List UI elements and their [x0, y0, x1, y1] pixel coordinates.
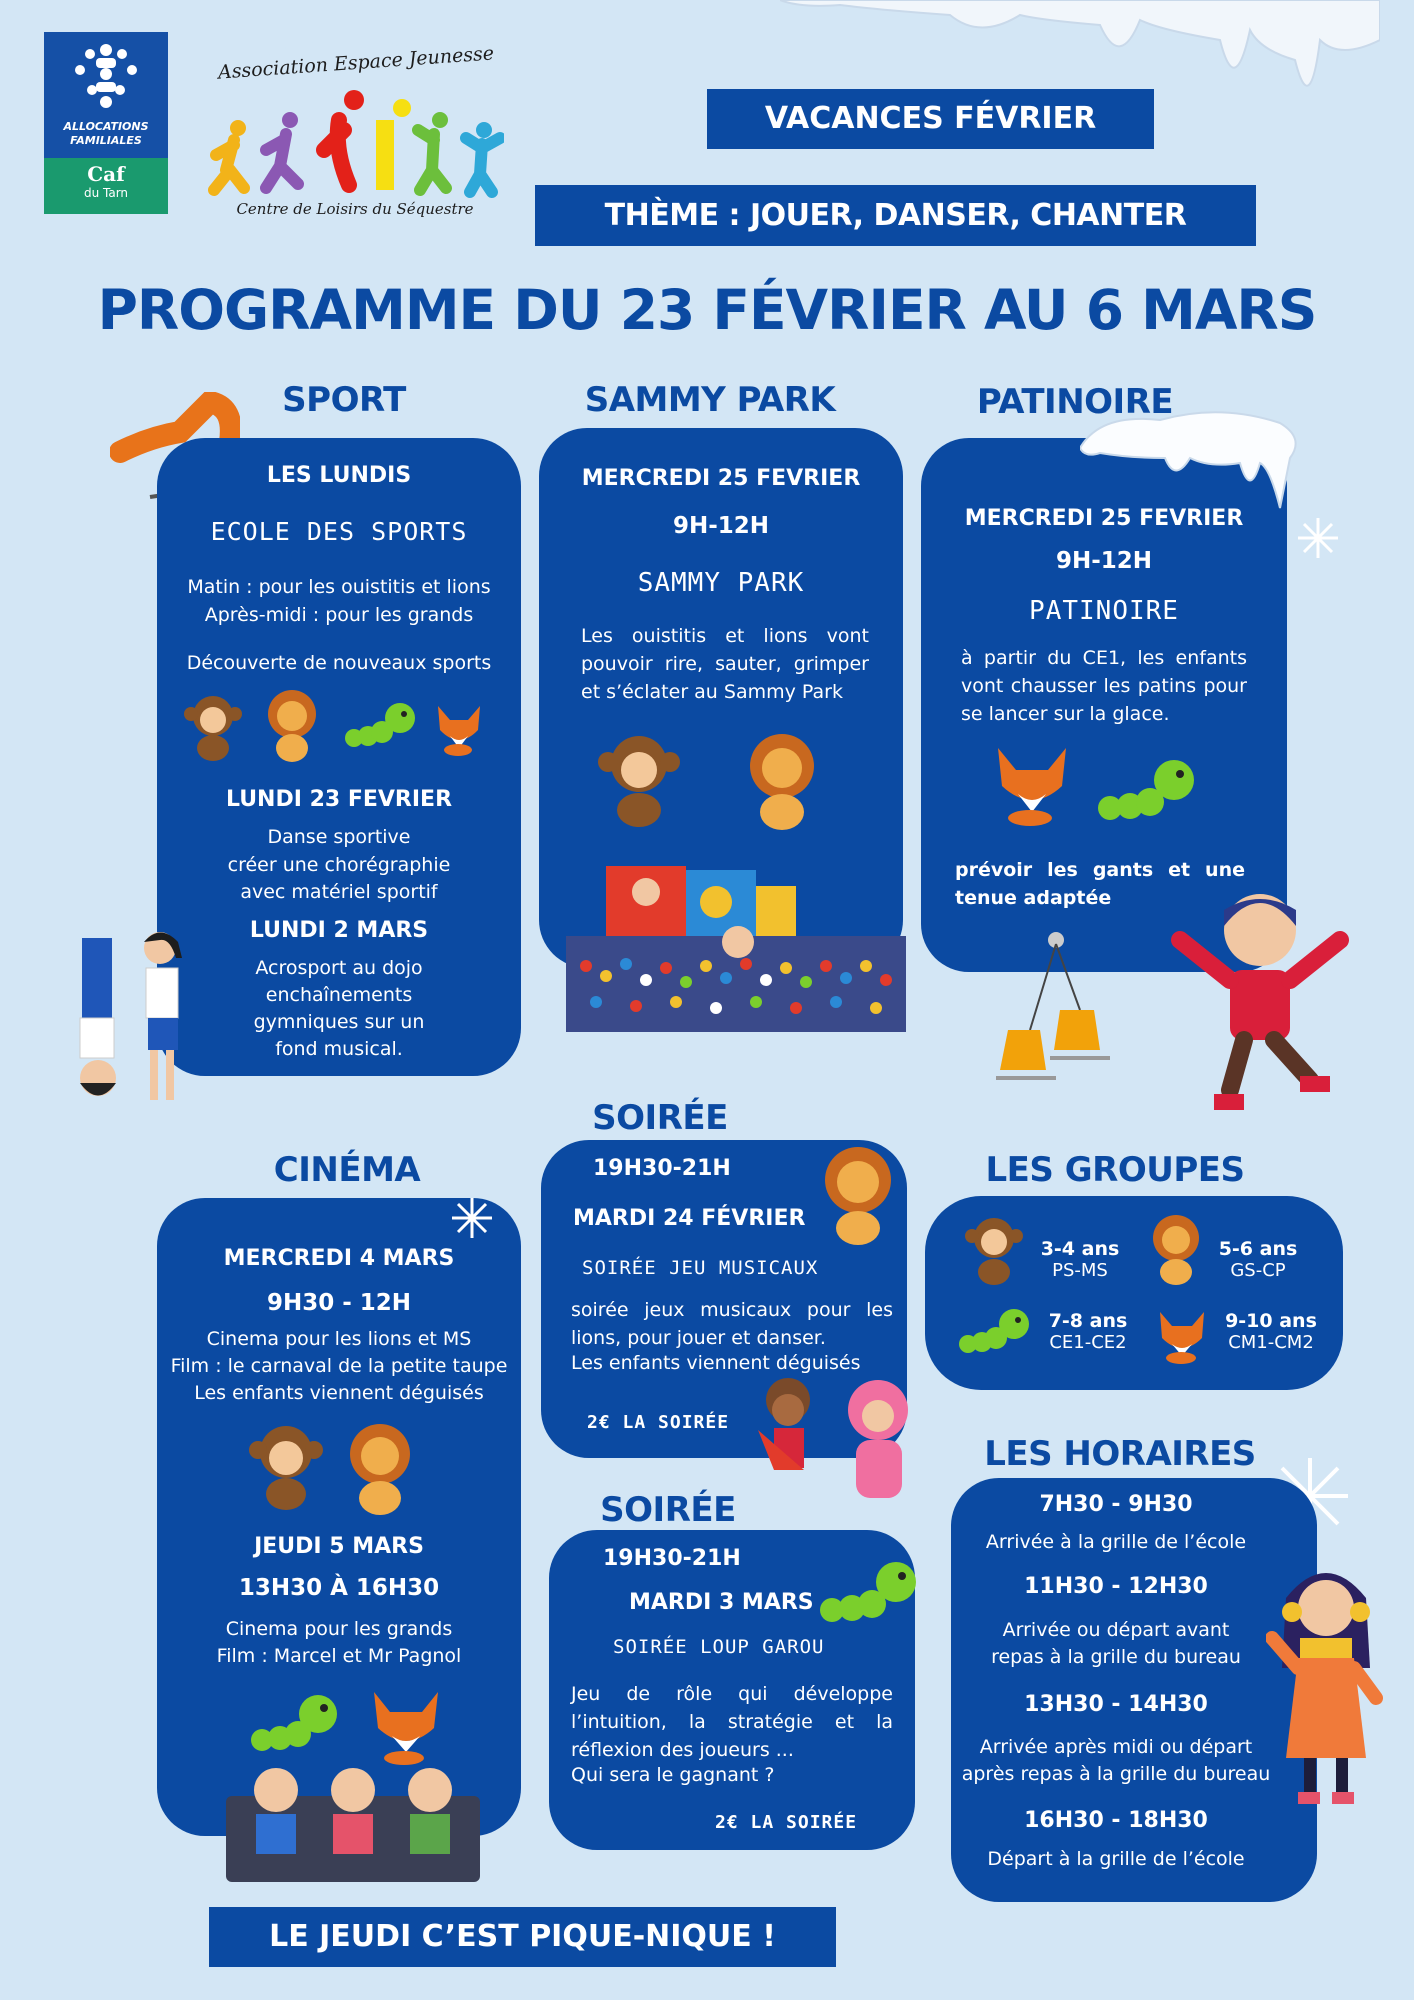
people-icon [66, 40, 146, 118]
soiree2-date: MARDI 3 MARS [629, 1590, 814, 1615]
skater-girl-icon [1170, 880, 1360, 1136]
soiree1-hours: 19H30-21H [593, 1156, 731, 1181]
group-item [1216, 1310, 1326, 1353]
cinema-date2: JEUDI 5 MARS [254, 1534, 424, 1559]
group-age: 3-4 ans [1040, 1238, 1120, 1260]
lion-icon [744, 732, 820, 830]
running-kids-icon [204, 90, 504, 200]
sport-d1-l2: créer une chorégraphie [227, 854, 451, 876]
fox-icon [1154, 1306, 1210, 1364]
group-item [1208, 1238, 1308, 1281]
sport-d2-l1: Acrosport au dojo [255, 957, 423, 979]
monkey-icon [964, 1212, 1024, 1286]
horaires-time: 16H30 - 18H30 [1024, 1808, 1208, 1833]
caterpillar-icon [820, 1548, 920, 1628]
snowflake-icon [450, 1196, 494, 1240]
soiree2-activity: SOIRÉE LOUP GAROU [613, 1636, 825, 1658]
horaires-desc: Départ à la grille de l’école [987, 1848, 1245, 1870]
group-item [1030, 1238, 1130, 1281]
association-name: Association Espace Jeunesse [217, 42, 495, 84]
cinema-l2: Film : le carnaval de la petite taupe [170, 1355, 508, 1377]
cinema-l3: Les enfants viennent déguisés [194, 1382, 484, 1404]
sport-d2-l4: fond musical. [275, 1038, 403, 1060]
winter-girl-icon [1266, 1558, 1386, 1808]
soiree2-desc1: Jeu de rôle qui développe l’intuition, la stratégie et la réflexion des joueurs ... [571, 1683, 893, 1761]
horaires-title: LES HORAIRES [984, 1434, 1256, 1474]
association-subtitle: Centre de Loisirs du Séquestre [236, 200, 474, 218]
sport-date2: LUNDI 2 MARS [249, 918, 429, 943]
soiree1-desc1: soirée jeux musicaux pour les lions, pour jouer et danser. [571, 1299, 893, 1349]
soiree2-desc2: Qui sera le gagnant ? [571, 1764, 775, 1786]
horaires-desc: Arrivée à la grille de l’école [985, 1531, 1247, 1553]
caf-logo [44, 32, 168, 214]
theme-banner: THÈME : JOUER, DANSER, CHANTER [535, 185, 1256, 246]
fox-icon [366, 1684, 446, 1766]
soiree1-desc2: Les enfants viennent déguisés [571, 1352, 861, 1374]
vacances-banner: VACANCES FÉVRIER [707, 89, 1154, 149]
cinema-l5: Film : Marcel et Mr Pagnol [216, 1645, 462, 1667]
sammy-desc: Les ouistitis et lions vont pouvoir rire, sauter, grimper et s’éclater au Sammy Park [581, 625, 869, 703]
patinoire-desc: à partir du CE1, les enfants vont chausser les patins pour se lancer sur la glace. [961, 647, 1247, 725]
soiree1-title: SOIRÉE [592, 1098, 728, 1138]
sport-line2: Après-midi : pour les grands [204, 604, 474, 626]
monkey-icon [183, 690, 243, 762]
sport-d2-l3: gymniques sur un [253, 1011, 425, 1033]
snow-cap-icon [1080, 408, 1300, 518]
ice-skates-icon [990, 930, 1120, 1095]
monkey-icon [248, 1418, 324, 1512]
group-age: 9-10 ans [1225, 1310, 1317, 1332]
sammy-title: SAMMY PARK [584, 380, 836, 420]
caterpillar-icon [250, 1684, 340, 1758]
group-class: GS-CP [1230, 1260, 1286, 1281]
patinoire-activity: PATINOIRE [1029, 596, 1179, 626]
horaires-desc: repas à la grille du bureau [991, 1646, 1241, 1668]
cinema-hours1: 9H30 - 12H [266, 1290, 412, 1316]
horaires-time: 11H30 - 12H30 [1024, 1574, 1208, 1599]
caf-brand: Caf [87, 162, 125, 186]
soiree2-title: SOIRÉE [600, 1490, 736, 1530]
caterpillar-icon [344, 694, 416, 752]
patinoire-hours: 9H-12H [1055, 548, 1153, 574]
caf-line1: ALLOCATIONS [63, 120, 149, 133]
sport-line1: Matin : pour les ouistitis et lions [187, 576, 491, 598]
soiree1-price: 2€ LA SOIRÉE [587, 1412, 730, 1433]
cinema-title: CINÉMA [273, 1150, 421, 1190]
caf-line2: FAMILIALES [70, 134, 142, 147]
group-item [1038, 1310, 1138, 1353]
group-age: 7-8 ans [1048, 1310, 1128, 1332]
caterpillar-icon [1098, 746, 1198, 826]
cinema-kids-icon [226, 1766, 480, 1882]
patinoire-date: MERCREDI 25 FEVRIER [964, 506, 1244, 531]
sport-d2-l2: enchaînements [265, 984, 413, 1006]
snowflake-icon [1296, 516, 1340, 560]
group-age: 5-6 ans [1218, 1238, 1298, 1260]
sammy-date: MERCREDI 25 FEVRIER [581, 466, 861, 491]
sport-d1-l1: Danse sportive [267, 826, 411, 848]
cinema-l1: Cinema pour les lions et MS [206, 1328, 472, 1350]
page-title: PROGRAMME DU 23 FÉVRIER AU 6 MARS [97, 278, 1317, 342]
cinema-date1: MERCREDI 4 MARS [223, 1246, 455, 1271]
soiree2-hours: 19H30-21H [603, 1546, 741, 1571]
horaires-desc: après repas à la grille du bureau [961, 1763, 1271, 1785]
caterpillar-icon [958, 1300, 1030, 1358]
costumed-kids-icon [738, 1370, 938, 1510]
soiree1-date: MARDI 24 FÉVRIER [573, 1206, 806, 1231]
soiree2-price: 2€ LA SOIRÉE [715, 1812, 858, 1833]
horaires-time: 7H30 - 9H30 [1039, 1492, 1193, 1517]
groupes-title: LES GROUPES [985, 1150, 1245, 1190]
group-class: CE1-CE2 [1049, 1332, 1127, 1353]
patinoire-title: PATINOIRE [976, 382, 1174, 422]
ball-pit-icon [566, 856, 906, 1032]
sport-day: LES LUNDIS [266, 463, 412, 488]
lion-icon [264, 688, 320, 762]
patinoire-note: prévoir les gants et une tenue adaptée [955, 859, 1245, 909]
sport-line3: Découverte de nouveaux sports [186, 652, 492, 674]
sammy-activity: SAMMY PARK [637, 568, 805, 598]
sport-activity: ECOLE DES SPORTS [210, 517, 468, 546]
sammy-hours: 9H-12H [672, 513, 770, 539]
lion-icon [818, 1144, 898, 1246]
horaires-desc: Arrivée après midi ou départ [979, 1736, 1253, 1758]
lion-icon [344, 1420, 416, 1516]
monkey-icon [596, 728, 682, 828]
cinema-hours2: 13H30 À 16H30 [238, 1575, 440, 1601]
sport-d1-l3: avec matériel sportif [240, 881, 438, 903]
caf-region: du Tarn [83, 186, 129, 200]
group-class: PS-MS [1052, 1260, 1108, 1281]
footer-banner: LE JEUDI C’EST PIQUE-NIQUE ! [209, 1907, 836, 1967]
fox-icon [432, 700, 486, 756]
acrosport-kids-icon [70, 918, 210, 1113]
horaires-time: 13H30 - 14H30 [1024, 1692, 1208, 1717]
horaires-desc: Arrivée ou départ avant [1002, 1619, 1230, 1641]
soiree1-activity: SOIRÉE JEU MUSICAUX [582, 1257, 819, 1279]
sport-date1: LUNDI 23 FEVRIER [225, 787, 453, 812]
lion-icon [1148, 1214, 1204, 1286]
group-class: CM1-CM2 [1228, 1332, 1314, 1353]
sport-title: SPORT [282, 380, 406, 420]
association-logo [200, 30, 510, 225]
cinema-l4: Cinema pour les grands [225, 1618, 453, 1640]
fox-icon [990, 740, 1074, 826]
